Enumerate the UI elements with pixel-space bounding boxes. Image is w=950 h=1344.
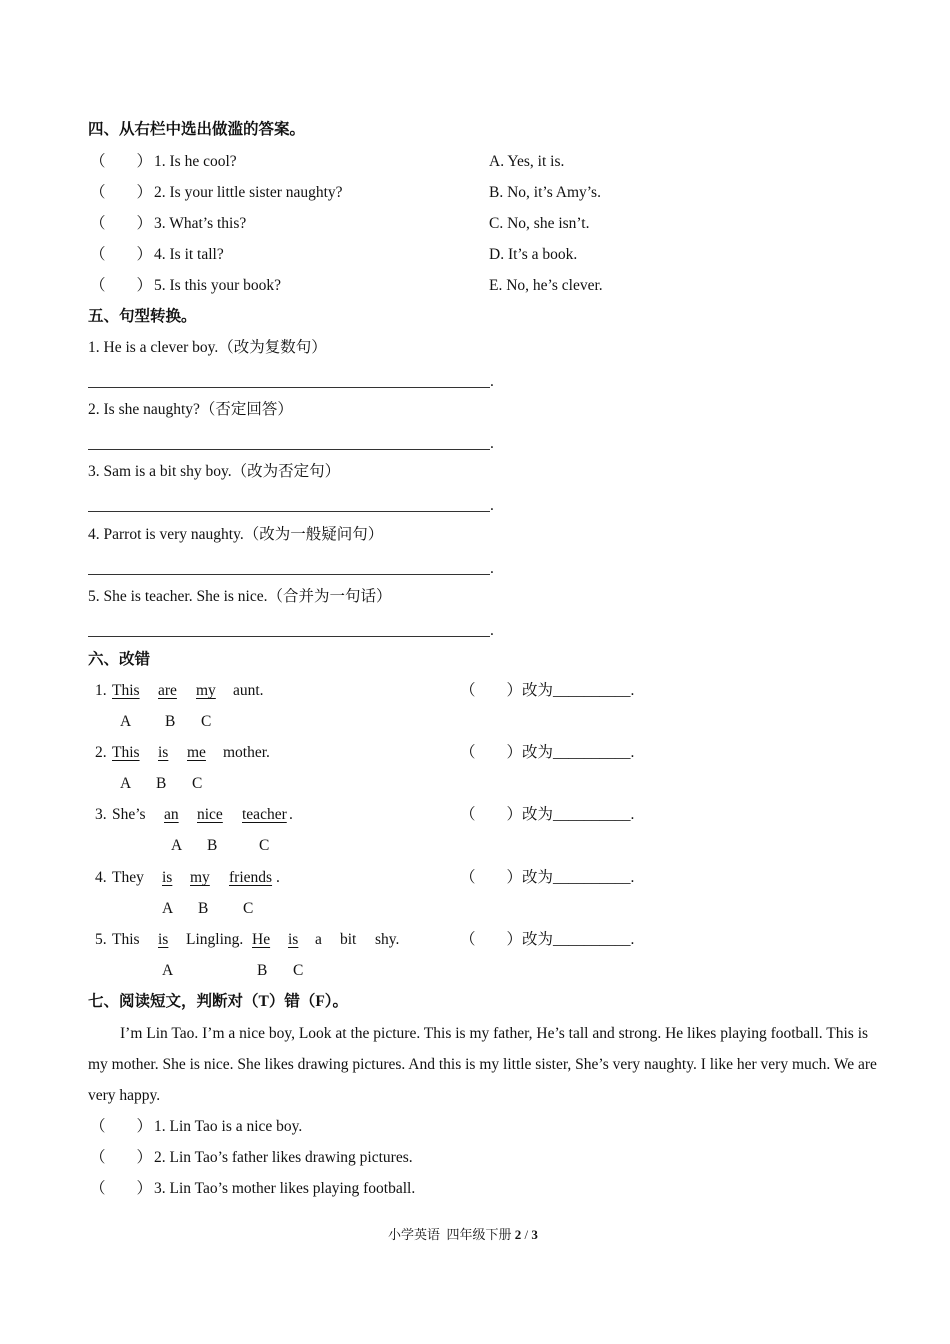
label-a: A bbox=[120, 775, 132, 792]
line-end: . bbox=[490, 497, 494, 514]
answer-paren[interactable]: （ ） bbox=[460, 869, 523, 886]
word-c: teacher bbox=[242, 806, 287, 823]
answer-line[interactable] bbox=[88, 449, 490, 450]
section5-item-4: 4. Parrot is very naughty.（改为一般疑问句） bbox=[88, 526, 384, 543]
label-b: B bbox=[207, 837, 218, 854]
reading-passage: I’m Lin Tao. I’m a nice boy, Look at the picture. This is my father, He’s tall and strong. He likes playing football. This is my mother. She is nice. She likes drawing pictures. And this is my little sister, She’s very naughty. I like her very much. We are very happy. bbox=[88, 1025, 877, 1104]
answer-paren[interactable]: （ ） bbox=[460, 806, 523, 823]
footer-grade: 四年级下册 bbox=[446, 1227, 512, 1242]
word-b: He bbox=[252, 931, 271, 948]
label-b: B bbox=[198, 900, 209, 917]
word-a: an bbox=[164, 806, 179, 823]
answer-paren[interactable]: （ ） bbox=[90, 184, 153, 201]
question-text: 1. Lin Tao is a nice boy. bbox=[154, 1118, 303, 1135]
label-a: A bbox=[120, 713, 132, 730]
section6-title: 六、改错 bbox=[88, 651, 151, 668]
answer-paren[interactable]: （ ） bbox=[90, 215, 153, 232]
label-c: C bbox=[201, 713, 212, 730]
label-c: C bbox=[192, 775, 203, 792]
answer-paren[interactable]: （ ） bbox=[90, 153, 153, 170]
section5-item-5: 5. She is teacher. She is nice.（合并为一句话） bbox=[88, 588, 392, 605]
item-number: 1. bbox=[95, 682, 107, 699]
section5-item-1: 1. He is a clever boy.（改为复数句） bbox=[88, 339, 327, 356]
word-c: me bbox=[187, 744, 206, 761]
answer-paren[interactable]: （ ） bbox=[460, 931, 523, 948]
word-c: my bbox=[196, 682, 216, 699]
label-c: C bbox=[243, 900, 254, 917]
word-a: is bbox=[162, 869, 173, 886]
question-text: 2. Lin Tao’s father likes drawing pictures. bbox=[154, 1149, 413, 1166]
word: They bbox=[112, 869, 144, 886]
item-number: 2. bbox=[95, 744, 107, 761]
question-text: 3. Lin Tao’s mother likes playing football. bbox=[154, 1180, 416, 1197]
label-a: A bbox=[162, 962, 174, 979]
line-end: . bbox=[490, 435, 494, 452]
label-c: C bbox=[259, 837, 270, 854]
word-b: my bbox=[190, 869, 210, 886]
correction-blank[interactable]: 改为__________. bbox=[522, 869, 635, 886]
word: a bbox=[315, 931, 322, 948]
word-a: This bbox=[112, 744, 140, 761]
line-end: . bbox=[490, 373, 494, 390]
word-b: nice bbox=[197, 806, 223, 823]
correction-blank[interactable]: 改为__________. bbox=[522, 682, 635, 699]
word-b: is bbox=[158, 744, 169, 761]
word-c: friends bbox=[229, 869, 273, 886]
correction-blank[interactable]: 改为__________. bbox=[522, 806, 635, 823]
word: Lingling. bbox=[186, 931, 244, 948]
answer-paren[interactable]: （ ） bbox=[90, 1149, 153, 1166]
label-a: A bbox=[162, 900, 174, 917]
word: mother. bbox=[223, 744, 270, 761]
question-text: 5. Is this your book? bbox=[154, 277, 282, 294]
correction-blank[interactable]: 改为__________. bbox=[522, 931, 635, 948]
label-a: A bbox=[171, 837, 183, 854]
word: She’s bbox=[112, 806, 146, 823]
option-text: D. It’s a book. bbox=[489, 246, 578, 263]
word: . bbox=[276, 869, 280, 886]
answer-paren[interactable]: （ ） bbox=[460, 682, 523, 699]
answer-paren[interactable]: （ ） bbox=[90, 1180, 153, 1197]
question-text: 3. What’s this? bbox=[154, 215, 247, 232]
footer-page-total: 3 bbox=[531, 1227, 538, 1242]
answer-line[interactable] bbox=[88, 387, 490, 388]
option-text: C. No, she isn’t. bbox=[489, 215, 590, 232]
option-text: E. No, he’s clever. bbox=[489, 277, 603, 294]
word-a: This bbox=[112, 682, 140, 699]
word: aunt. bbox=[233, 682, 264, 699]
page-footer bbox=[388, 1224, 538, 1243]
footer-subject: 小学英语 bbox=[388, 1227, 441, 1242]
footer-page-number: 2 bbox=[514, 1227, 522, 1242]
question-text: 1. Is he cool? bbox=[154, 153, 237, 170]
section5-title: 五、句型转换。 bbox=[88, 308, 197, 325]
label-b: B bbox=[257, 962, 268, 979]
word-a: is bbox=[158, 931, 169, 948]
question-text: 2. Is your little sister naughty? bbox=[154, 184, 343, 201]
answer-line[interactable] bbox=[88, 511, 490, 512]
footer-separator: / bbox=[524, 1227, 529, 1242]
section4-title: 四、从右栏中选出做滥的答案。 bbox=[88, 121, 306, 138]
correction-blank[interactable]: 改为__________. bbox=[522, 744, 635, 761]
label-b: B bbox=[156, 775, 167, 792]
line-end: . bbox=[490, 560, 494, 577]
item-number: 4. bbox=[95, 869, 107, 886]
section7-title: 七、阅读短文，判断对（T）错（F）。 bbox=[88, 993, 349, 1010]
word: . bbox=[289, 806, 293, 823]
answer-paren[interactable]: （ ） bbox=[90, 1118, 153, 1135]
question-text: 4. Is it tall? bbox=[154, 246, 224, 263]
option-text: B. No, it’s Amy’s. bbox=[489, 184, 601, 201]
section5-item-3: 3. Sam is a bit shy boy.（改为否定句） bbox=[88, 463, 341, 480]
word-b: are bbox=[158, 682, 177, 699]
answer-line[interactable] bbox=[88, 574, 490, 575]
option-text: A. Yes, it is. bbox=[489, 153, 565, 170]
item-number: 3. bbox=[95, 806, 107, 823]
answer-paren[interactable]: （ ） bbox=[460, 744, 523, 761]
line-end: . bbox=[490, 622, 494, 639]
label-c: C bbox=[293, 962, 304, 979]
word: shy. bbox=[375, 931, 400, 948]
word-c: is bbox=[288, 931, 299, 948]
answer-line[interactable] bbox=[88, 636, 490, 637]
answer-paren[interactable]: （ ） bbox=[90, 277, 153, 294]
section5-item-2: 2. Is she naughty?（否定回答） bbox=[88, 401, 293, 418]
answer-paren[interactable]: （ ） bbox=[90, 246, 153, 263]
word: bit bbox=[340, 931, 357, 948]
label-b: B bbox=[165, 713, 176, 730]
item-number: 5. bbox=[95, 931, 107, 948]
word: This bbox=[112, 931, 140, 948]
